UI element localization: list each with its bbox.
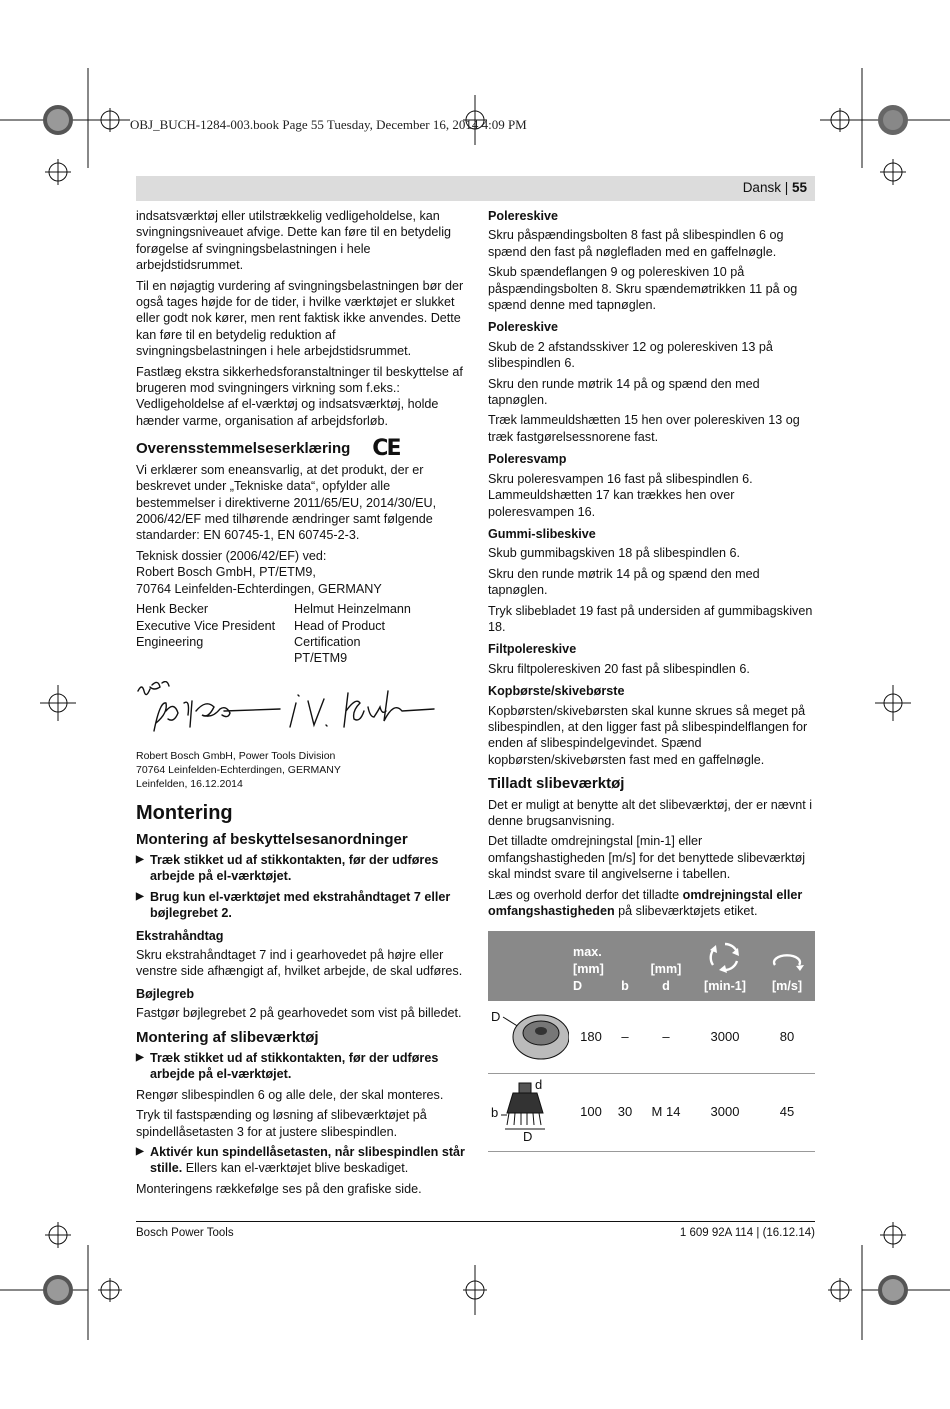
running-head-bar	[136, 176, 815, 201]
paragraph: Skub spændeflangen 9 og polereskiven 10 på påspændingsbolten 8. Skru spændemøtrikken 11 på og spænd denne med tapnøglen.	[488, 265, 798, 313]
running-head: Dansk | 55	[742, 180, 807, 195]
paragraph	[488, 887, 815, 920]
tool-image-cell	[488, 1074, 573, 1151]
cell-rpm: 3000	[691, 1074, 759, 1151]
permitted-tools-table	[488, 931, 815, 1151]
subsection-heading: Tilladt slibeværktøj	[488, 775, 625, 793]
minor-heading: Polereskive	[488, 320, 559, 335]
section-heading-montering: Montering	[136, 802, 233, 825]
bullet-text: Træk stikket ud af stikkontakten, før der udføres arbejde på el-værktøjet.	[150, 852, 439, 884]
minor-heading: Polereskive	[488, 209, 559, 223]
bullet-text: Træk stikket ud af stikkontakten, før der udføres arbejde på el-værktøjet.	[150, 1051, 439, 1082]
paragraph: 70764 Leinfelden-Echterdingen, GERMANY	[136, 581, 382, 596]
subsection-heading: Montering af slibeværktøj	[136, 1028, 319, 1046]
paragraph: Skru filtpolereskiven 20 fast på slibespindlen 6.	[488, 661, 750, 676]
company-line: Robert Bosch GmbH, Power Tools Division	[136, 750, 336, 763]
signer-dept: PT/ETM9	[294, 651, 348, 666]
header-d	[641, 931, 691, 1001]
text-run-bold: omdrejningstal eller omfangshastigheden	[488, 887, 803, 919]
paragraph: Skub gummibagskiven 18 på slibespindlen 6.	[488, 546, 741, 561]
signer-1	[136, 601, 294, 667]
paragraph: Monteringens rækkefølge ses på den grafiske side.	[136, 1181, 422, 1196]
right-column	[488, 208, 815, 1152]
paragraph: Skru den runde møtrik 14 på og spænd den med tapnøglen.	[488, 566, 760, 598]
header-D	[573, 931, 609, 1001]
minor-heading: Gummi-slibeskive	[488, 526, 596, 541]
table-row	[488, 1001, 815, 1074]
rotation-speed-icon	[705, 939, 745, 973]
paragraph: Vi erklærer som eneansvarlig, at det produkt, der er beskrevet under „Tekniske data“, opfylder alle bestemmelser i direktiverne 2011/65/EU, 2014/30/EU, 2006/42/EF med tilhørende ændringer samt følgende standarder: EN 60745-1, EN 60745-2-3.	[136, 462, 437, 543]
language-label: Dansk	[742, 180, 781, 195]
paragraph: Til en nøjagtig vurdering af svingningsbelastningen bør der også tages højde for de tider, i hvilke værktøjet er slukket eller godt nok kører, men rent faktisk ikke anvendes. Dette kan føre til en betydelig reduktion af svingningsbelastningen i hele arbejdstidsrummet.	[136, 278, 464, 359]
cell-D: 180	[573, 1001, 609, 1074]
dimension-label-D: D	[523, 1129, 533, 1145]
conformity-heading	[136, 436, 466, 462]
instruction-bullet	[136, 1144, 466, 1177]
signer-title: Executive Vice President	[136, 618, 276, 633]
conformity-heading-text: Overensstemmelseserklæring	[136, 440, 351, 458]
text-run: på slibeværktøjets etiket.	[614, 904, 758, 919]
left-column	[136, 208, 466, 1201]
header-max: max.	[573, 945, 602, 960]
paragraph: Kopbørsten/skivebørsten skal kunne skrues så meget på slibespindlen, at den ligger fast på slibespindelflangen for enden af slibespindelgevindet. Spænd kopbørsten/skivebørsten fast med en gaffelnøgle.	[488, 703, 808, 767]
cell-d: –	[641, 1001, 691, 1074]
triangle-bullet-icon: ▶	[136, 853, 144, 865]
paragraph: Tryk til fastspænding og løsning af slibeværktøjet på spindellåsetasten 3 for at justere slibespindlen.	[136, 1108, 427, 1139]
paragraph: Tryk slibebladet 19 fast på undersiden af gummibagskiven 18.	[488, 603, 813, 634]
paragraph: Skru påspændingsbolten 8 fast på slibespindlen 6 og spænd den fast på nøglefladen med en gaffelnøgle.	[488, 228, 784, 259]
paragraph: Skub de 2 afstandsskiver 12 og polereskiven 13 på slibespindlen 6.	[488, 339, 773, 371]
instruction-bullet	[136, 852, 466, 885]
paragraph: Robert Bosch GmbH, PT/ETM9,	[136, 565, 316, 580]
cell-d: M 14	[641, 1074, 691, 1151]
paragraph: Træk lammeuldshætten 15 hen over polereskiven 13 og træk fastgørelsessnorene fast.	[488, 413, 800, 444]
cell-rpm: 3000	[691, 1001, 759, 1074]
footer-brand: Bosch Power Tools	[136, 1227, 234, 1239]
signer-dept: Engineering	[136, 634, 204, 649]
paragraph: Fastlæg ekstra sikkerhedsforanstaltninger til beskyttelse af brugeren mod svingningers virkning som f.eks.: Vedligeholdelse af el-værktøj og indsatsværktøj, holde hænder varme, organisation af arbejdsforløb.	[136, 364, 463, 428]
paragraph: Skru poleresvampen 16 fast på slibespindlen 6. Lammeuldshætten 17 kan trækkes hen over poleresvampen 16.	[488, 471, 753, 519]
header-rpm-unit: [min-1]	[704, 979, 746, 994]
instruction-bullet	[136, 889, 466, 922]
table-row	[488, 1074, 815, 1151]
company-line: 70764 Leinfelden-Echterdingen, GERMANY	[136, 764, 341, 777]
cell-speed: 45	[759, 1074, 815, 1151]
cell-b: 30	[609, 1074, 641, 1151]
handwritten-signatures	[136, 681, 456, 739]
bullet-text-bold: Aktivér kun spindellåsetasten, når slibespindlen står stille.	[150, 1145, 465, 1176]
triangle-bullet-icon: ▶	[136, 1146, 144, 1158]
header-b-label: b	[621, 979, 629, 994]
header-speed	[759, 931, 815, 1001]
peripheral-speed-icon	[767, 949, 807, 973]
minor-heading: Bøjlegreb	[136, 986, 195, 1001]
polishing-disc-icon	[489, 1005, 569, 1065]
page-number: 55	[791, 180, 807, 195]
paragraph: Teknisk dossier (2006/42/EF) ved:	[136, 548, 327, 563]
subsection-heading: Montering af beskyttelsesanordninger	[136, 830, 408, 848]
paragraph: indsatsværktøj eller utilstrækkelig vedligeholdelse, kan svingningsniveauet afvige. Dette kan føre til en betydelig forøgelse af svingningsbelastningen i hele arbejdstidsrummet.	[136, 209, 452, 273]
signatories	[136, 601, 466, 667]
paragraph: Det tilladte omdrejningstal [min-1] eller omfangshastigheden [m/s] for det benyttede slibeværktøj skal mindst svare til angivelserne i tabellen.	[488, 834, 806, 882]
header-b	[609, 931, 641, 1001]
minor-heading: Ekstrahåndtag	[136, 928, 224, 943]
cell-D: 100	[573, 1074, 609, 1151]
company-line: Leinfelden, 16.12.2014	[136, 778, 243, 791]
paragraph: Skru den runde møtrik 14 på og spænd den med tapnøglen.	[488, 376, 760, 408]
header-speed-unit: [m/s]	[771, 979, 803, 994]
paragraph: Det er muligt at benytte alt det slibeværktøj, der er nævnt i denne brugsanvisning.	[488, 797, 813, 828]
instruction-bullet	[136, 1050, 466, 1083]
footer-doc-number: 1 609 92A 114 | (16.12.14)	[679, 1227, 815, 1239]
triangle-bullet-icon: ▶	[136, 1052, 144, 1064]
header-unit-mm: [mm]	[573, 962, 604, 977]
bullet-text: Brug kun el-værktøjet med ekstrahåndtaget 7 eller bøjlegrebet 2.	[150, 889, 451, 921]
tool-image-cell	[488, 1001, 573, 1074]
minor-heading: Poleresvamp	[488, 452, 567, 467]
signer-title: Head of Product Certification	[294, 618, 386, 649]
dimension-label-b: b	[491, 1105, 499, 1121]
header-unit-mm: [mm]	[650, 962, 682, 977]
header-d-label: d	[662, 979, 670, 994]
table-header-row	[488, 931, 815, 1001]
signer-2	[294, 601, 452, 667]
signer-name: Helmut Heinzelmann	[294, 602, 411, 617]
triangle-bullet-icon: ▶	[136, 890, 144, 902]
text-run: Læs og overhold derfor det tilladte	[488, 887, 683, 902]
minor-heading: Kopbørste/skivebørste	[488, 684, 625, 699]
header-image-col	[488, 931, 573, 1001]
dimension-label-d: d	[535, 1077, 543, 1093]
header-D-label: D	[573, 979, 583, 994]
minor-heading: Filtpolereskive	[488, 642, 577, 657]
print-header: OBJ_BUCH-1284-003.book Page 55 Tuesday, December 16, 2014 4:09 PM	[130, 117, 527, 132]
paragraph: Skru ekstrahåndtaget 7 ind i gearhovedet på højre eller venstre side afhængigt af, hvilket arbejde, de skal udføres.	[136, 947, 463, 979]
cell-b: –	[609, 1001, 641, 1074]
cup-brush-icon	[489, 1075, 569, 1145]
ce-mark-icon: CE	[372, 436, 400, 462]
header-rpm	[691, 931, 759, 1001]
signer-name: Henk Becker	[136, 602, 209, 617]
footer-rule	[136, 1221, 815, 1222]
bullet-text-rest: Ellers kan el-værktøjet blive beskadiget.	[182, 1161, 409, 1176]
dimension-label-D: D	[491, 1009, 501, 1025]
cell-speed: 80	[759, 1001, 815, 1074]
paragraph: Rengør slibespindlen 6 og alle dele, der skal monteres.	[136, 1087, 444, 1102]
paragraph: Fastgør bøjlegrebet 2 på gearhovedet som vist på billedet.	[136, 1006, 462, 1021]
